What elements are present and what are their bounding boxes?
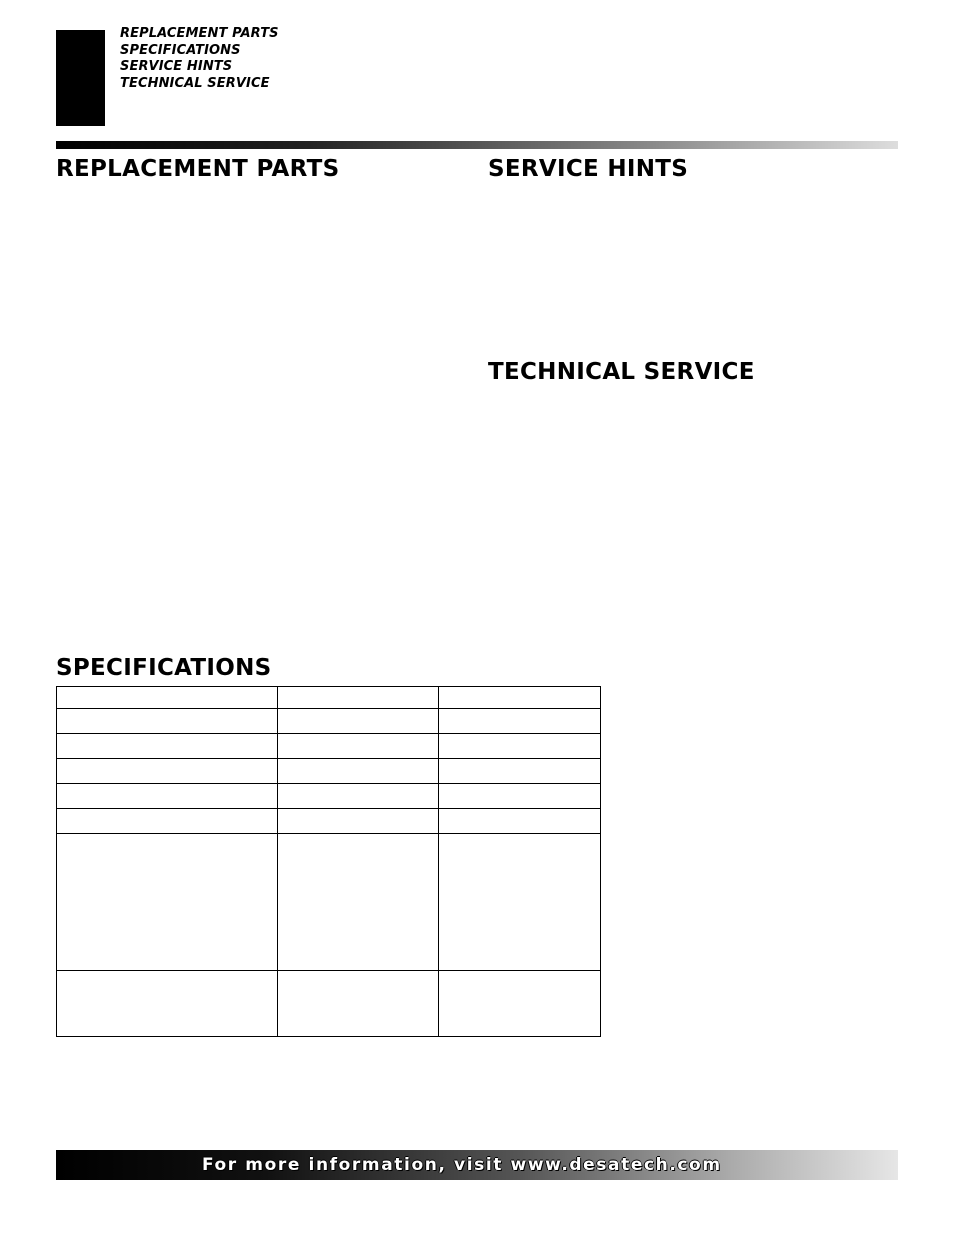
specifications-heading: SPECIFICATIONS [56,655,272,681]
table-row [57,971,601,1037]
table-row [57,759,601,784]
section-tab-marker [56,30,105,126]
replacement-parts-heading: REPLACEMENT PARTS [56,156,340,182]
technical-service-heading: TECHNICAL SERVICE [488,359,755,385]
table-row [57,687,601,709]
table-row [57,734,601,759]
page-contents-list [120,26,279,92]
footer-banner [56,1150,898,1180]
table-row [57,809,601,834]
specifications-table [56,686,601,1037]
contents-item: REPLACEMENT PARTS [120,26,279,41]
service-hints-heading: SERVICE HINTS [488,156,689,182]
table-row [57,834,601,971]
table-row [57,709,601,734]
contents-item: SERVICE HINTS [120,59,233,74]
footer-website-text: For more information, visit www.desatech.com [202,1155,722,1175]
header-gradient-bar [56,141,898,149]
table-row [57,784,601,809]
contents-item: TECHNICAL SERVICE [120,75,270,91]
contents-item: SPECIFICATIONS [120,42,241,58]
